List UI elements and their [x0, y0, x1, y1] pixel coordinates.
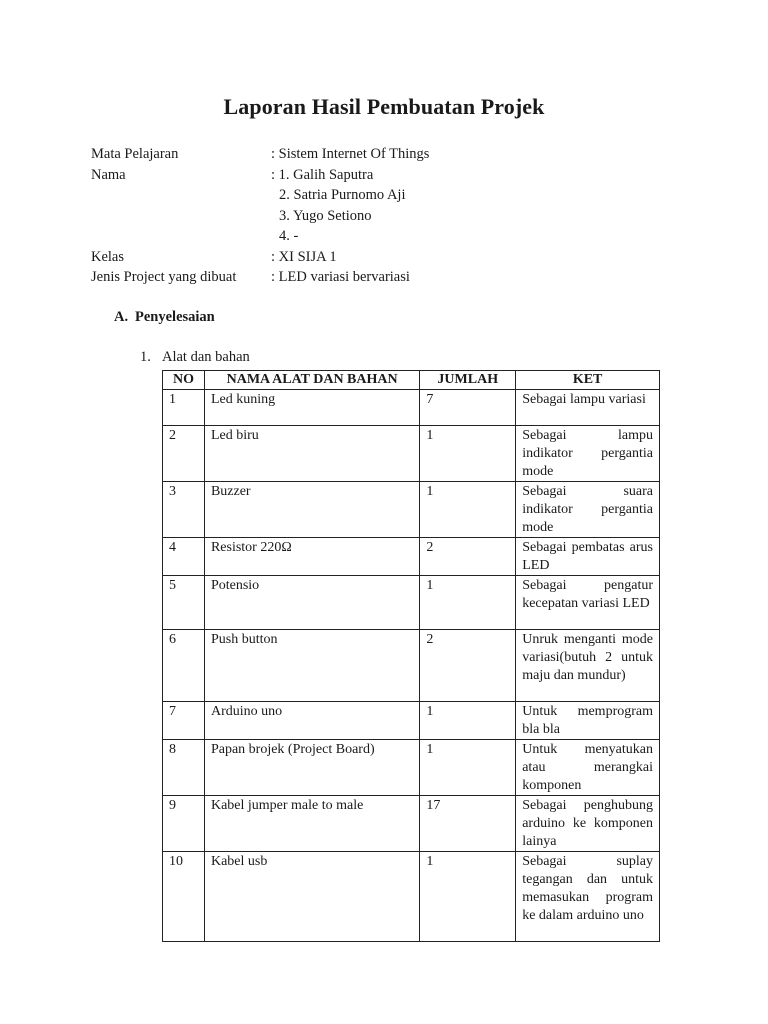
section-marker: A. — [114, 309, 129, 325]
section-heading — [114, 309, 215, 326]
cell-ket: Sebagai suara indikator pergantia mode — [516, 482, 660, 538]
cell-ket: Sebagai pengatur kecepatan variasi LED — [516, 576, 660, 630]
cell-jumlah: 1 — [420, 426, 516, 482]
cell-jumlah: 17 — [420, 796, 516, 852]
cell-nama: Arduino uno — [204, 702, 419, 740]
info-value: 4. - — [279, 228, 299, 244]
info-value: : 1. Galih Saputra — [271, 166, 374, 183]
table-row — [163, 796, 660, 852]
cell-ket: Sebagai pembatas arus LED — [516, 538, 660, 576]
table-header-row — [163, 371, 660, 390]
cell-no: 7 — [163, 702, 205, 740]
info-row-nama-2 — [91, 185, 429, 206]
info-label: Mata Pelajaran — [91, 146, 179, 162]
cell-ket: Untuk menyatukan atau merangkai komponen — [516, 740, 660, 796]
table-row — [163, 538, 660, 576]
cell-nama: Papan brojek (Project Board) — [204, 740, 419, 796]
cell-jumlah: 1 — [420, 740, 516, 796]
cell-nama: Kabel jumper male to male — [204, 796, 419, 852]
cell-ket: Untuk memprogram bla bla — [516, 702, 660, 740]
info-row-kelas — [91, 247, 429, 268]
cell-no: 1 — [163, 390, 205, 426]
column-header-no: NO — [163, 371, 205, 390]
info-label: Nama — [91, 166, 126, 183]
info-value: : LED variasi bervariasi — [271, 269, 410, 285]
cell-no: 8 — [163, 740, 205, 796]
info-row-mata-pelajaran — [91, 144, 429, 165]
cell-jumlah: 7 — [420, 390, 516, 426]
cell-jumlah: 2 — [420, 630, 516, 702]
cell-ket: Unruk menganti mode variasi(butuh 2 untuk maju dan mundur) — [516, 630, 660, 702]
column-header-nama: NAMA ALAT DAN BAHAN — [204, 371, 419, 390]
cell-ket: Sebagai suplay tegangan dan untuk memasukan program ke dalam arduino uno — [516, 852, 660, 942]
table-row — [163, 576, 660, 630]
subsection-title: Alat dan bahan — [162, 349, 250, 365]
items-table — [162, 370, 660, 942]
cell-nama: Potensio — [204, 576, 419, 630]
table-row — [163, 630, 660, 702]
cell-nama: Led kuning — [204, 390, 419, 426]
cell-nama: Resistor 220Ω — [204, 538, 419, 576]
column-header-jumlah: JUMLAH — [420, 371, 516, 390]
info-label: Kelas — [91, 248, 125, 265]
cell-no: 3 — [163, 482, 205, 538]
table-row — [163, 482, 660, 538]
subsection-heading — [140, 349, 250, 366]
table-body — [163, 390, 660, 942]
table-row — [163, 390, 660, 426]
cell-no: 6 — [163, 630, 205, 702]
info-row-jenis-project — [91, 267, 429, 288]
section-title: Penyelesaian — [135, 309, 215, 325]
cell-jumlah: 1 — [420, 482, 516, 538]
cell-jumlah: 1 — [420, 702, 516, 740]
column-header-ket: KET — [516, 371, 660, 390]
cell-jumlah: 1 — [420, 852, 516, 942]
cell-ket: Sebagai lampu indikator pergantia mode — [516, 426, 660, 482]
cell-no: 2 — [163, 426, 205, 482]
cell-ket: Sebagai lampu variasi — [516, 390, 660, 426]
table-row — [163, 702, 660, 740]
cell-no: 10 — [163, 852, 205, 942]
info-value: : Sistem Internet Of Things — [271, 146, 430, 162]
cell-no: 9 — [163, 796, 205, 852]
info-value: 3. Yugo Setiono — [279, 207, 372, 224]
subsection-marker: 1. — [140, 349, 151, 365]
info-value: : XI SIJA 1 — [271, 248, 337, 265]
cell-nama: Kabel usb — [204, 852, 419, 942]
table-row — [163, 426, 660, 482]
cell-nama: Push button — [204, 630, 419, 702]
cell-no: 5 — [163, 576, 205, 630]
cell-nama: Buzzer — [204, 482, 419, 538]
cell-nama: Led biru — [204, 426, 419, 482]
cell-jumlah: 1 — [420, 576, 516, 630]
info-value: 2. Satria Purnomo Aji — [279, 187, 406, 203]
cell-jumlah: 2 — [420, 538, 516, 576]
cell-no: 4 — [163, 538, 205, 576]
info-label: Jenis Project yang dibuat — [91, 269, 237, 285]
page-title: Laporan Hasil Pembuatan Projek — [223, 94, 545, 119]
table-row — [163, 740, 660, 796]
info-row-nama — [91, 165, 429, 186]
info-row-nama-4 — [91, 226, 429, 247]
info-block — [91, 144, 429, 288]
info-row-nama-3 — [91, 206, 429, 227]
cell-ket: Sebagai penghubung arduino ke komponen lainya — [516, 796, 660, 852]
table-row — [163, 852, 660, 942]
